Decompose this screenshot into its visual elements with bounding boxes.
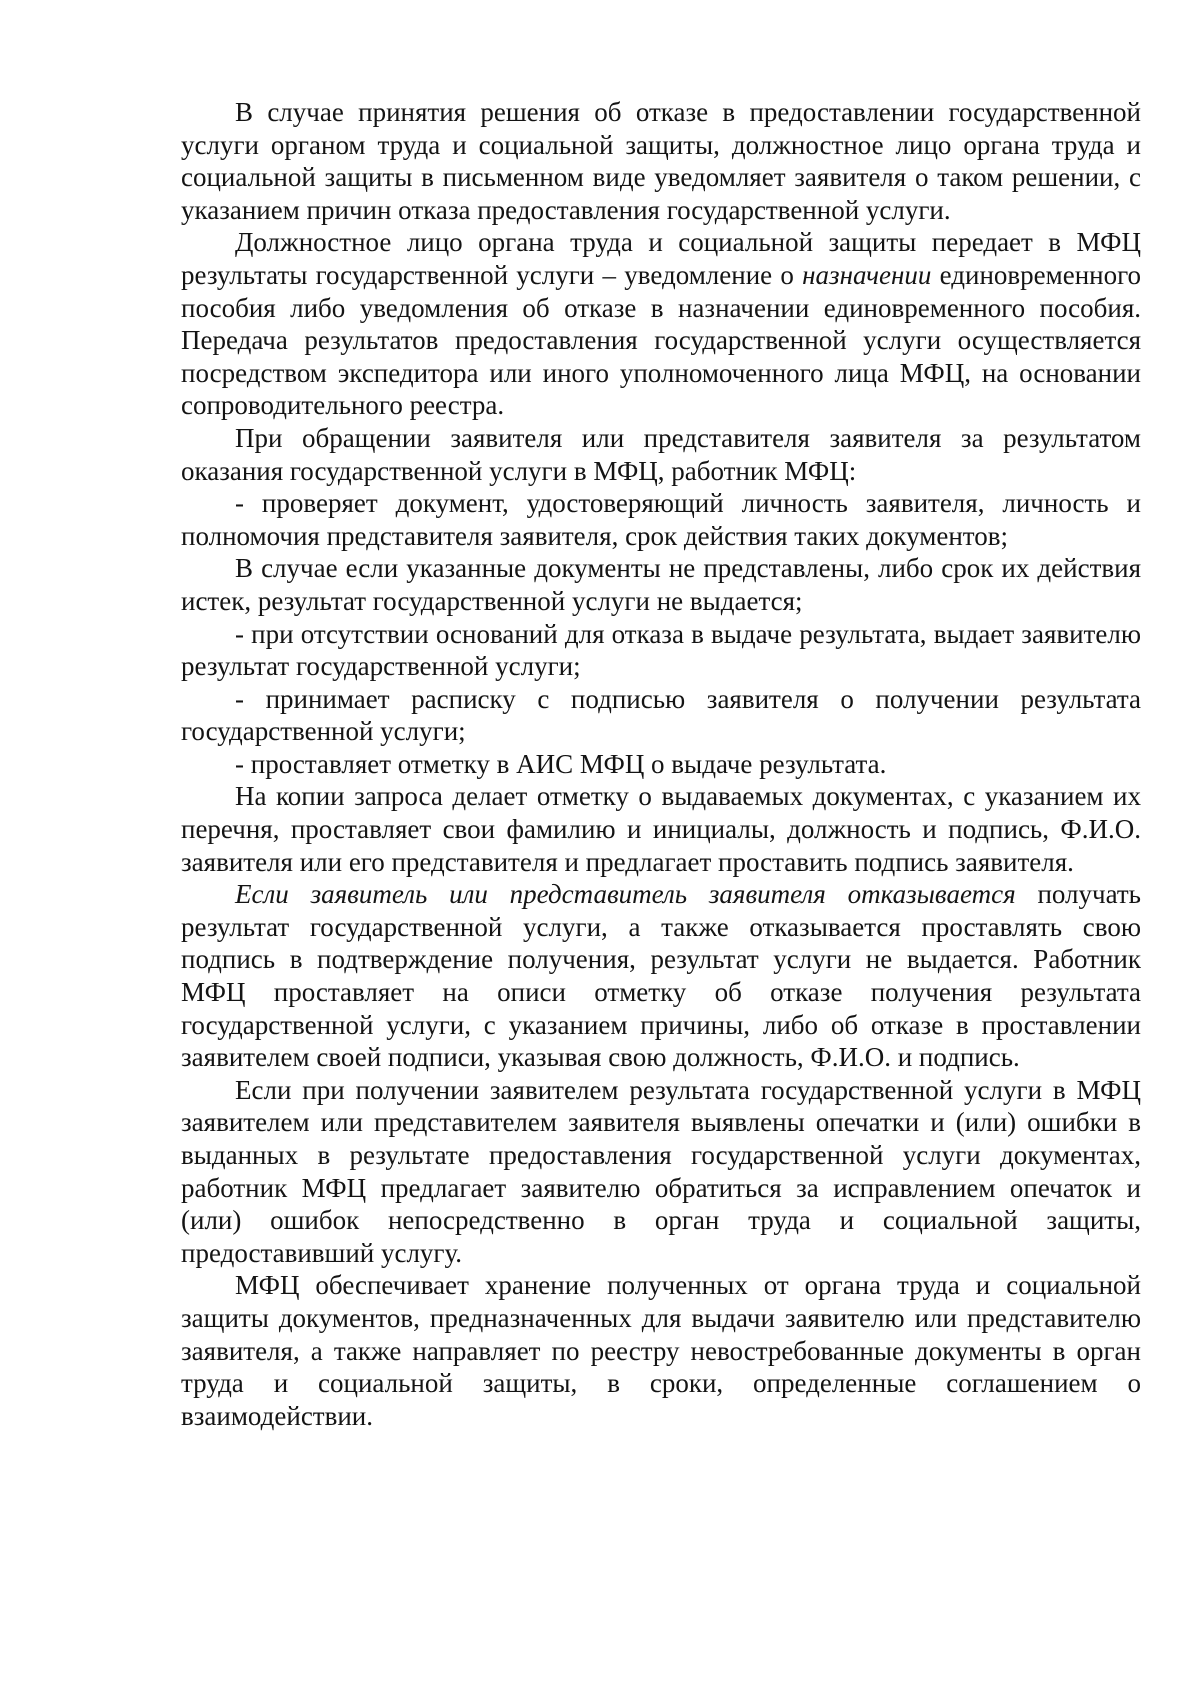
paragraph-results-transfer (181, 226, 1141, 422)
paragraph-text: единовременного пособия либо уведомления об отказе в назначении единовременного пособия. Передача результатов предоставления государственной услуги осуществляется посредством экспедитора или иного уполномоченного лица МФЦ, на основании сопроводительного реестра. (181, 259, 1141, 421)
list-item-accept-receipt: - принимает расписку с подписью заявителя о получении результата государственной услуги; (181, 683, 1141, 747)
list-item-check-documents: - проверяет документ, удостоверяющий личность заявителя, личность и полномочия представителя заявителя, срок действия таких документов; (181, 488, 1141, 551)
paragraph-refusal-to-receive (181, 878, 1141, 1074)
list-item-ais-mark: - проставляет отметку в АИС МФЦ о выдаче результата. (235, 748, 887, 779)
paragraph-typos-errors: Если при получении заявителем результата государственной услуги в МФЦ заявителем или представителем заявителя выявлены опечатки и (или) ошибки в выданных в результате предоставления государственной услуги документах, работник МФЦ предлагает заявителю обратиться за исправлением опечаток и (или) ошибок непосредственно в орган труда и социальной защиты, предоставивший услугу. (181, 1074, 1141, 1268)
paragraph-text: получать результат государственной услуги, а также отказывается проставлять свою подпись в подтверждение получения, результат услуги не выдается. Работник МФЦ проставляет на описи отметку об отказе получения результата государственной услуги, с указанием причины, либо об отказе в проставлении заявителем своей подписи, указывая свою должность, Ф.И.О. и подпись. (181, 879, 1141, 1073)
paragraph-copy-mark: На копии запроса делает отметку о выдаваемых документах, с указанием их перечня, проставляет свои фамилию и инициалы, должность и подпись, Ф.И.О. заявителя или его представителя и предлагает проставить подпись заявителя. (181, 781, 1141, 877)
paragraph-storage: МФЦ обеспечивает хранение полученных от органа труда и социальной защиты документов, предназначенных для выдачи заявителю или представителю заявителя, а также направляет по реестру невостребованные документы в орган труда и социальной защиты, в сроки, определенные соглашением о взаимодействии. (181, 1270, 1141, 1431)
list-item-issue-result: - при отсутствии оснований для отказа в выдаче результата, выдает заявителю результат государственной услуги; (181, 618, 1141, 682)
document-body (181, 96, 1141, 1432)
italic-text: Если заявитель или представитель заявителя отказывается (235, 879, 1016, 910)
paragraph-refusal-notice: В случае принятия решения об отказе в предоставлении государственной услуги органом труда и социальной защиты, должностное лицо органа труда и социальной защиты в письменном виде уведомляет заявителя о таком решении, с указанием причин отказа предоставления государственной услуги. (181, 97, 1141, 225)
paragraph-documents-missing: В случае если указанные документы не представлены, либо срок их действия истек, результат государственной услуги не выдается; (181, 553, 1141, 616)
paragraph-applicant-request: При обращении заявителя или представителя заявителя за результатом оказания государственной услуги в МФЦ, работник МФЦ: (181, 422, 1141, 486)
italic-text: назначении (802, 259, 932, 290)
paragraph-text: Должностное лицо органа труда и социальной защиты передает в МФЦ результаты государственной услуги – уведомление о (181, 227, 1141, 290)
